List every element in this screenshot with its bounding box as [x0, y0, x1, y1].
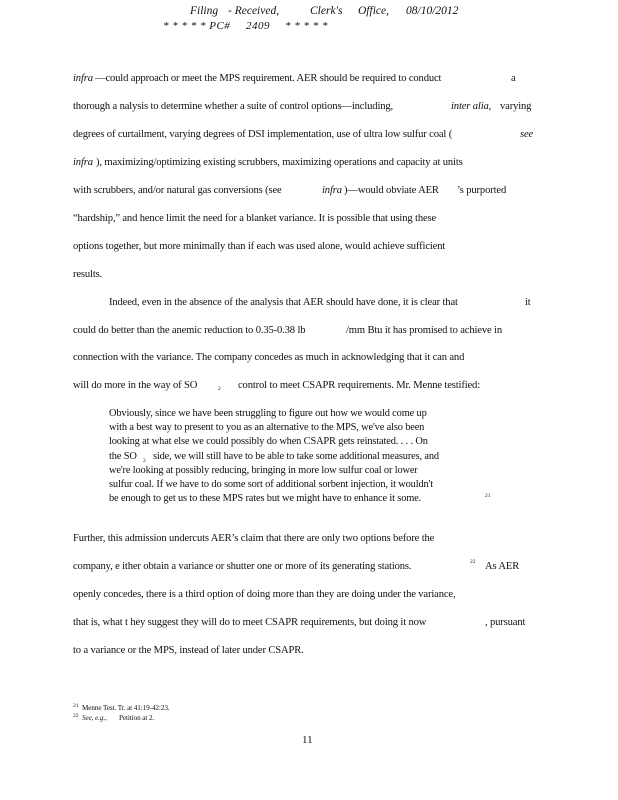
- p3-line2-as-aer: As AER: [485, 561, 520, 572]
- p2-line4-text: will do more in the way of SO: [73, 380, 198, 391]
- p1-line5-infra: infra: [322, 185, 342, 196]
- footnote-22-text: Petition at 2.: [119, 714, 155, 722]
- p3-line1-text: Further, this admission undercuts AER’s claim that there are only two options before the: [73, 533, 435, 544]
- quote-line-4-text: side, we will still have to be able to take some additional measures, and: [153, 451, 439, 462]
- p1-line5-text: with scrubbers, and/or natural gas conversions (see: [73, 185, 282, 196]
- p2-line3-text: connection with the variance. The company concedes as much in acknowledging that it can and: [73, 352, 465, 363]
- quote-footnote-ref: 21: [485, 493, 491, 499]
- quote-line-4-subscript: 2: [143, 458, 146, 464]
- p1-line2-inter-alia: inter alia,: [451, 101, 492, 112]
- p3-line5-text: to a variance or the MPS, instead of later under CSAPR.: [73, 645, 304, 656]
- header-clerks: Clerk's: [310, 5, 343, 17]
- header-filing: Filing: [190, 5, 219, 17]
- header-received: - Received,: [228, 5, 280, 17]
- page-number: 11: [302, 734, 313, 746]
- header-date: 08/10/2012: [406, 5, 459, 17]
- quote-line-7: be enough to get us to these MPS rates but we might have to enhance it some.: [109, 493, 422, 504]
- p2-line2-text: could do better than the anemic reduction to 0.35-0.38 lb: [73, 325, 306, 336]
- quote-line-5: we're looking at possibly reducing, bringing in more low sulfur coal or lower: [109, 465, 418, 476]
- quote-line-2: with a best way to present to you as an alternative to the MPS, we've also been: [109, 422, 425, 433]
- p3-line4-text: that is, what t hey suggest they will do to meet CSAPR requirements, but doing it now: [73, 617, 427, 628]
- header-pc-number: 2409: [246, 20, 270, 32]
- p1-line3-see: see: [520, 129, 534, 140]
- p1-line2-varying: varying: [500, 101, 532, 112]
- header-stars-right: * * * * *: [285, 20, 328, 32]
- p1-line2-text: thorough a nalysis to determine whether a suite of control options—including,: [73, 101, 394, 112]
- footnote-21-number: 21: [73, 703, 79, 709]
- p2-line1-text: Indeed, even in the absence of the analysis that AER should have done, it is clear that: [109, 297, 458, 308]
- p1-line4-text: ), maximizing/optimizing existing scrubbers, maximizing operations and capacity at units: [96, 157, 463, 168]
- footnote-21-text: Menne Test. Tr. at 41:19-42:23.: [82, 704, 170, 712]
- p1-line1-a: a: [511, 73, 516, 84]
- quote-line-3: looking at what else we could possibly do when CSAPR gets reinstated. . . . On: [109, 436, 428, 447]
- p3-line2-text: company, e ither obtain a variance or shutter one or more of its generating stations.: [73, 561, 412, 572]
- p2-line4-subscript: 2: [218, 386, 221, 392]
- p2-line4-csapr: control to meet CSAPR requirements. Mr. Menne testified:: [238, 380, 480, 391]
- p1-line1-infra: infra: [73, 73, 93, 84]
- p3-line2-footnote-ref: 22: [470, 559, 476, 565]
- p1-line5-purported: ’s purported: [457, 185, 507, 196]
- footnote-22-see: See, e.g.,: [82, 714, 107, 722]
- p1-line6-text: “hardship,” and hence limit the need for a blanket variance. It is possible that using these: [73, 213, 437, 224]
- header-pc-label: * * * * * PC#: [163, 20, 231, 32]
- p1-line4-infra: infra: [73, 157, 93, 168]
- quote-line-4-so: the SO: [109, 451, 137, 462]
- p1-line1-text: —could approach or meet the MPS requirement. AER should be required to conduct: [95, 73, 442, 84]
- p1-line7-text: options together, but more minimally than if each was used alone, would achieve sufficient: [73, 241, 446, 252]
- header-office: Office,: [358, 5, 389, 17]
- p1-line8-text: results.: [73, 269, 103, 280]
- p3-line4-pursuant: , pursuant: [485, 617, 526, 628]
- p3-line3-text: openly concedes, there is a third option of doing more than they are doing under the variance,: [73, 589, 456, 600]
- p1-line5-obviate: )—would obviate AER: [344, 185, 439, 196]
- p2-line2-btu: /mm Btu it has promised to achieve in: [346, 325, 502, 336]
- p2-line1-it: it: [525, 297, 531, 308]
- footnote-22-number: 22: [73, 713, 79, 719]
- quote-line-6: sulfur coal. If we have to do some sort of additional sorbent injection, it wouldn't: [109, 479, 434, 490]
- p1-line3-text: degrees of curtailment, varying degrees of DSI implementation, use of ultra low sulfur coal (: [73, 129, 453, 140]
- quote-line-1: Obviously, since we have been struggling to figure out how we would come up: [109, 408, 427, 419]
